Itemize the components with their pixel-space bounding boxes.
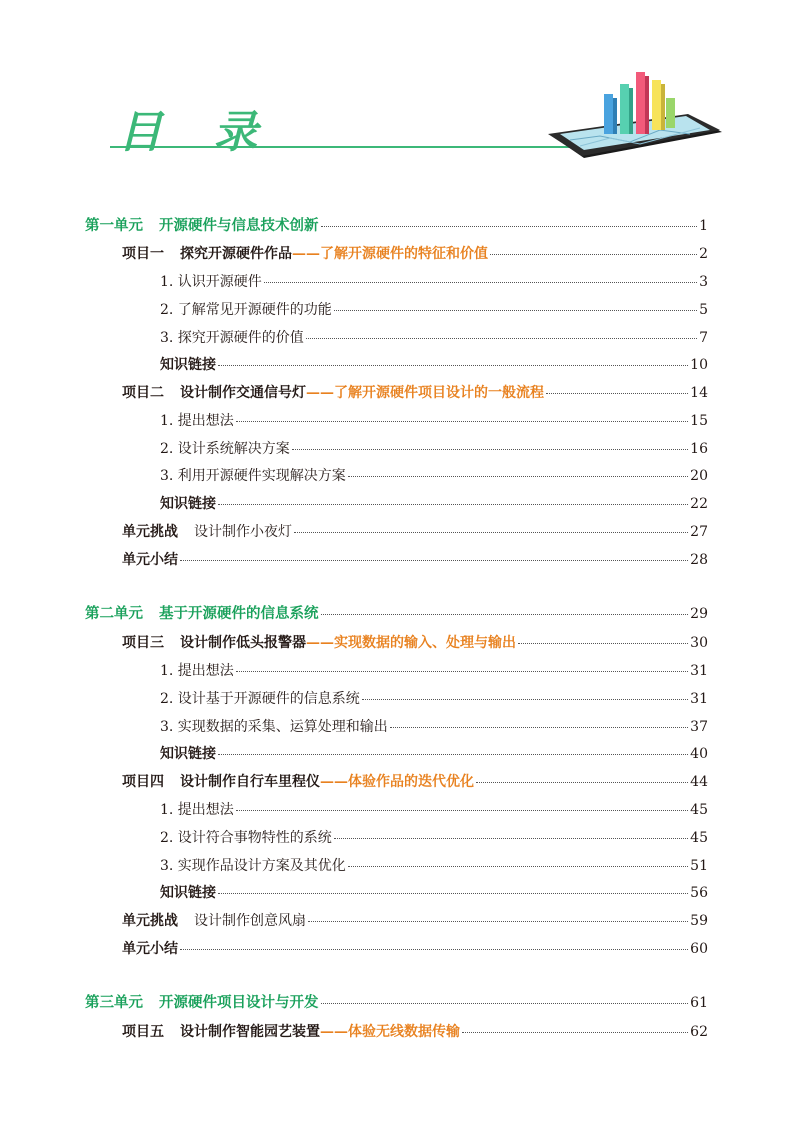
toc-entry-sec[interactable] (160, 658, 708, 684)
toc-entry-proj[interactable] (122, 630, 708, 656)
toc-entry-label: 项目三 (122, 635, 164, 651)
dot-leader (218, 504, 688, 505)
toc-entry-sec[interactable] (160, 825, 708, 851)
toc-entry-page-number: 22 (690, 496, 708, 512)
toc-entry-page-number: 61 (690, 995, 708, 1011)
toc-entry-page-number: 10 (690, 357, 708, 373)
page-title: 目 录 (118, 107, 276, 158)
toc-entry-title: 设计制作创意风扇 (194, 913, 306, 929)
toc-entry-subtitle: ——了解开源硬件的特征和价值 (292, 246, 488, 262)
toc-entry-kb[interactable] (160, 741, 708, 767)
toc-entry-title: 设计制作智能园艺装置 (180, 1024, 320, 1040)
toc-entry-title: 2. 了解常见开源硬件的功能 (160, 302, 332, 318)
toc-entry-label: 项目五 (122, 1024, 164, 1040)
toc-entry-title: 单元小结 (122, 552, 178, 568)
toc-entry-title: 设计制作低头报警器 (180, 635, 306, 651)
dot-leader (218, 365, 688, 366)
dot-leader (476, 782, 688, 783)
toc-entry-page-number: 2 (699, 246, 708, 262)
toc-entry-proj[interactable] (122, 241, 708, 267)
toc-entry-sec[interactable] (160, 853, 708, 879)
toc-entry-page-number: 56 (690, 885, 708, 901)
dot-leader (321, 1003, 689, 1004)
toc-entry-kb[interactable] (160, 352, 708, 378)
toc-entry-unit[interactable] (85, 213, 708, 239)
toc-entry-kb[interactable] (160, 880, 708, 906)
toc-entry-page-number: 31 (690, 691, 708, 707)
toc-entry-page-number: 20 (690, 468, 708, 484)
toc-entry-title: 知识链接 (160, 357, 216, 373)
toc-entry-page-number: 16 (690, 441, 708, 457)
toc-entry-page-number: 5 (699, 302, 708, 318)
dot-leader (348, 866, 688, 867)
toc-entry-page-number: 37 (690, 719, 708, 735)
toc-entry-title: 1. 提出想法 (160, 802, 234, 818)
toc-entry-unit[interactable] (85, 601, 708, 627)
toc-entry-page-number: 45 (690, 830, 708, 846)
toc-entry-title: 1. 认识开源硬件 (160, 274, 262, 290)
title-underline (110, 146, 580, 148)
toc-entry-title: 单元小结 (122, 941, 178, 957)
toc-entry-page-number: 15 (690, 413, 708, 429)
toc-entry-page-number: 45 (690, 802, 708, 818)
toc-entry-title: 设计制作小夜灯 (194, 524, 292, 540)
toc-entry-page-number: 27 (690, 524, 708, 540)
toc-entry-page-number: 44 (690, 774, 708, 790)
dot-leader (518, 643, 688, 644)
dot-leader (348, 476, 688, 477)
toc-entry-title: 1. 提出想法 (160, 663, 234, 679)
toc-entry-sec[interactable] (160, 714, 708, 740)
toc-entry-sec[interactable] (160, 325, 708, 351)
toc-entry-page-number: 60 (690, 941, 708, 957)
toc-entry-label: 项目四 (122, 774, 164, 790)
dot-leader (490, 254, 697, 255)
toc-entry-title: 3. 实现数据的采集、运算处理和输出 (160, 719, 388, 735)
toc-entry-sec[interactable] (160, 269, 708, 295)
dot-leader (321, 226, 698, 227)
toc-entry-chal[interactable] (122, 908, 708, 934)
toc-entry-unit[interactable] (85, 990, 708, 1016)
toc-entry-page-number: 62 (690, 1024, 708, 1040)
toc-entry-kb2[interactable] (122, 547, 708, 573)
toc-entry-proj[interactable] (122, 380, 708, 406)
toc-entry-page-number: 3 (699, 274, 708, 290)
toc-entry-page-number: 29 (690, 606, 708, 622)
toc-entry-subtitle: ——体验无线数据传输 (320, 1024, 460, 1040)
toc-entry-kb[interactable] (160, 491, 708, 517)
dot-leader (546, 393, 688, 394)
toc-entry-page-number: 28 (690, 552, 708, 568)
toc-entry-title: 开源硬件项目设计与开发 (159, 995, 319, 1011)
toc-entry-subtitle: ——体验作品的迭代优化 (320, 774, 474, 790)
toc-entry-kb2[interactable] (122, 936, 708, 962)
toc-entry-label: 项目一 (122, 246, 164, 262)
dot-leader (236, 421, 688, 422)
toc-entry-proj[interactable] (122, 1019, 708, 1045)
tablet-bar-chart-icon (540, 58, 730, 198)
toc-entry-subtitle: ——了解开源硬件项目设计的一般流程 (306, 385, 544, 401)
dot-leader (180, 560, 688, 561)
dot-leader (334, 838, 688, 839)
toc-entry-label: 第二单元 (85, 606, 143, 622)
toc-entry-sec[interactable] (160, 297, 708, 323)
dot-leader (308, 921, 688, 922)
toc-entry-label: 第三单元 (85, 995, 143, 1011)
dot-leader (390, 727, 688, 728)
toc-entry-label: 第一单元 (85, 218, 143, 234)
dot-leader (294, 532, 688, 533)
toc-entry-sec[interactable] (160, 463, 708, 489)
dot-leader (236, 671, 688, 672)
toc-entry-sec[interactable] (160, 436, 708, 462)
toc-entry-proj[interactable] (122, 769, 708, 795)
toc-entry-title: 知识链接 (160, 496, 216, 512)
dot-leader (218, 893, 688, 894)
dot-leader (236, 810, 688, 811)
toc-entry-title: 1. 提出想法 (160, 413, 234, 429)
toc-entry-title: 2. 设计基于开源硬件的信息系统 (160, 691, 360, 707)
toc-entry-page-number: 40 (690, 746, 708, 762)
dot-leader (264, 282, 697, 283)
dot-leader (334, 310, 697, 311)
toc-entry-page-number: 51 (690, 858, 708, 874)
toc-entry-title: 基于开源硬件的信息系统 (159, 606, 319, 622)
toc-entry-title: 开源硬件与信息技术创新 (159, 218, 319, 234)
toc-entry-title: 探究开源硬件作品 (180, 246, 292, 262)
toc-entry-page-number: 30 (690, 635, 708, 651)
toc-entry-label: 单元挑战 (122, 524, 178, 540)
toc-entry-label: 项目二 (122, 385, 164, 401)
toc-entry-title: 设计制作交通信号灯 (180, 385, 306, 401)
toc-entry-chal[interactable] (122, 519, 708, 545)
toc-entry-page-number: 1 (699, 218, 708, 234)
toc-entry-page-number: 14 (690, 385, 708, 401)
toc-entry-title: 2. 设计符合事物特性的系统 (160, 830, 332, 846)
dot-leader (321, 614, 689, 615)
toc-entry-title: 知识链接 (160, 746, 216, 762)
toc-entry-sec[interactable] (160, 686, 708, 712)
dot-leader (462, 1032, 688, 1033)
toc-entry-sec[interactable] (160, 797, 708, 823)
toc-entry-subtitle: ——实现数据的输入、处理与输出 (306, 635, 516, 651)
toc-entry-title: 3. 利用开源硬件实现解决方案 (160, 468, 346, 484)
toc-entry-title: 3. 实现作品设计方案及其优化 (160, 858, 346, 874)
dot-leader (218, 754, 688, 755)
dot-leader (362, 699, 688, 700)
dot-leader (180, 949, 688, 950)
dot-leader (292, 449, 688, 450)
toc-entry-sec[interactable] (160, 408, 708, 434)
toc-entry-label: 单元挑战 (122, 913, 178, 929)
toc-entry-page-number: 59 (690, 913, 708, 929)
toc-entry-title: 2. 设计系统解决方案 (160, 441, 290, 457)
toc-entry-page-number: 31 (690, 663, 708, 679)
dot-leader (306, 338, 697, 339)
toc-entry-title: 3. 探究开源硬件的价值 (160, 330, 304, 346)
toc-entry-title: 设计制作自行车里程仪 (180, 774, 320, 790)
toc-entry-title: 知识链接 (160, 885, 216, 901)
toc-entry-page-number: 7 (699, 330, 708, 346)
